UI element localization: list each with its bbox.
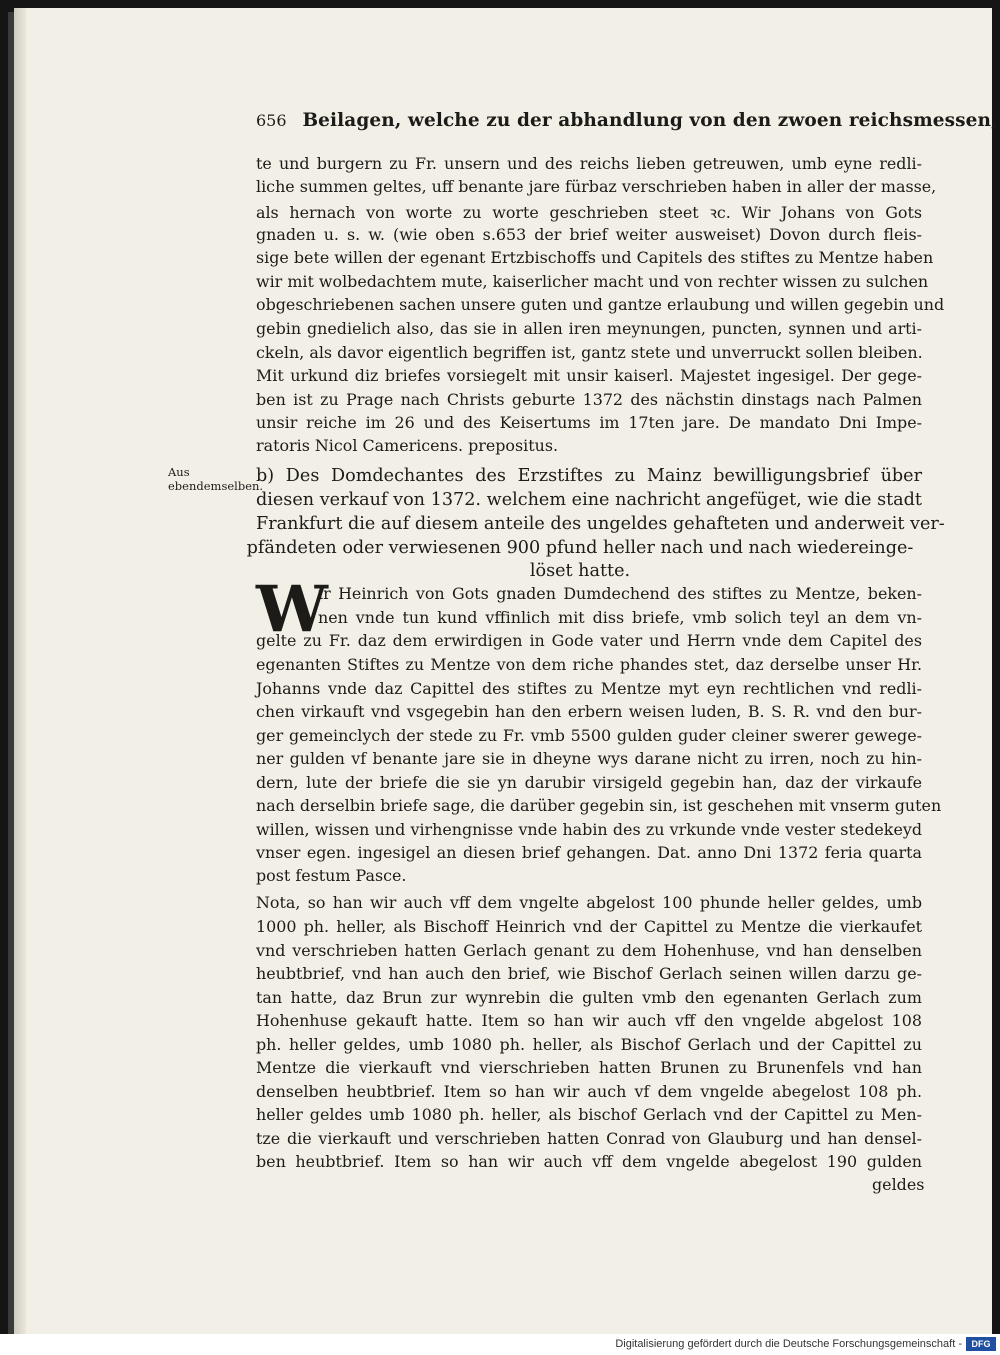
text-line: ph. heller geldes, umb 1080 ph. heller, als Bischof Gerlach und der Capittel zu (256, 1035, 922, 1054)
text-line: tze die vierkauft und verschrieben hatten Conrad von Glauburg und han densel- (256, 1129, 922, 1148)
text-line: Hohenhuse gekauft hatte. Item so han wir auch vff den vngelde abgelost 108 (256, 1011, 922, 1030)
text-line: tan hatte, daz Brun zur wynrebin die gulten vmb den egenanten Gerlach zum (256, 988, 922, 1007)
text-line: denselben heubtbrief. Item so han wir auch vf dem vngelde abegelost 108 ph. (256, 1082, 922, 1101)
drop-capital: W (256, 572, 328, 647)
text-line: nen vnde tun kund vffinlich mit diss briefe, vmb solich teyl an dem vn- (318, 608, 922, 627)
text-line: vnd verschrieben hatten Gerlach genant zu dem Hohenhuse, vnd han denselben (256, 941, 922, 960)
text-line: heller geldes umb 1080 ph. heller, als bischof Gerlach vnd der Capittel zu Men- (256, 1105, 922, 1124)
margin-note: Aus ebendemselben. (168, 465, 264, 493)
heading-line: b) Des Domdechantes des Erzstiftes zu Mainz bewilligungsbrief über (256, 466, 922, 486)
text-line: Mit urkund diz briefes vorsiegelt mit unsir kaiserl. Majestet ingesigel. Der gege- (256, 366, 922, 385)
heading-line: Frankfurt die auf diesem anteile des ungeldes gehafteten und anderweit ver- (256, 514, 945, 534)
text-line: ger gemeinclych der stede zu Fr. vmb 5500 gulden guder cleiner swerer gewege- (256, 726, 922, 745)
dfg-logo: DFG (966, 1337, 996, 1351)
text-line: heubtbrief, vnd han auch den brief, wie Bischof Gerlach seinen willen darzu ge- (256, 964, 922, 983)
text-line: egenanten Stiftes zu Mentze von dem riche phandes stet, daz derselbe unser Hr. (256, 655, 922, 674)
text-line: als hernach von worte zu worte geschrieben steet ꝛc. Wir Johans von Gots (256, 203, 922, 222)
text-line: ben heubtbrief. Item so han wir auch vff dem vngelde abegelost 190 gulden (256, 1152, 922, 1171)
text-line: gnaden u. s. w. (wie oben s.653 der brief weiter ausweiset) Dovon durch fleis- (256, 225, 922, 244)
page-number: 656 (256, 111, 287, 130)
page-header (256, 110, 998, 131)
page-edge (14, 8, 26, 1334)
text-line: wir mit wolbedachtem mute, kaiserlicher macht und von rechter wissen zu sulchen (256, 272, 929, 291)
text-line: gebin gnedielich also, das sie in allen iren meynungen, puncten, synnen und arti- (256, 319, 922, 338)
text-line: gelte zu Fr. daz dem erwirdigen in Gode vater und Herrn vnde dem Capitel des (256, 631, 922, 650)
text-line: obgeschriebenen sachen unsere guten und gantze erlaubung und willen gegebin und (256, 295, 945, 314)
heading-line: diesen verkauf von 1372. welchem eine nachricht angefüget, wie die stadt (256, 490, 922, 510)
text-line: Mentze die vierkauft vnd vierschrieben hatten Brunen zu Brunenfels vnd han (256, 1058, 922, 1077)
text-line: ckeln, als davor eigentlich begriffen ist, gantz stete und unverruckt sollen bleiben. (256, 343, 923, 362)
running-title: Beilagen, welche zu der abhandlung von den zwoen reichsmessen, (302, 110, 998, 131)
text-line: ner gulden vf benante jare sie in dheyne wys darane nicht zu irren, noch zu hin- (256, 749, 922, 768)
text-line: willen, wissen und virhengnisse vnde habin des zu vrkunde vnde vester stedekeyd (256, 820, 922, 839)
text-line: 1000 ph. heller, als Bischoff Heinrich vnd der Capittel zu Mentze die vierkaufet (256, 917, 922, 936)
text-line: ratoris Nicol Camericens. prepositus. (256, 436, 559, 455)
text-line: Johanns vnde daz Capittel des stiftes zu Mentze myt eyn rechtlichen vnd redli- (256, 679, 922, 698)
heading-line: löset hatte. (529, 561, 631, 581)
heading-line: pfändeten oder verwiesenen 900 pfund heller nach und nach wiedereinge- (246, 538, 914, 558)
text-line: ben ist zu Prage nach Christs geburte 1372 des nächstin dinstags nach Palmen (256, 390, 922, 409)
catchword: geldes (872, 1175, 925, 1194)
text-line: unsir reiche im 26 und des Keisertums im 17ten jare. De mandato Dni Impe- (256, 413, 922, 432)
text-line: sige bete willen der egenant Ertzbischoffs und Capitels des stiftes zu Mentze haben (256, 248, 934, 267)
text-line: chen virkauft vnd vsgegebin han den erbern weisen luden, B. S. R. vnd den bur- (256, 702, 922, 721)
text-line: te und burgern zu Fr. unsern und des reichs lieben getreuwen, umb eyne redli- (256, 154, 922, 173)
text-line: nach derselbin briefe sage, die darüber gegebin sin, ist geschehen mit vnserm guten (256, 796, 942, 815)
text-line: Nota, so han wir auch vff dem vngelte abgelost 100 phunde heller geldes, umb (256, 893, 922, 912)
text-line: dern, lute der briefe die sie yn darubir virsigeld gegebin han, daz der virkaufe (256, 773, 922, 792)
text-line: post festum Pasce. (256, 866, 407, 885)
funding-credit: Digitalisierung gefördert durch die Deutsche Forschungsgemeinschaft - (615, 1338, 962, 1350)
text-line: liche summen geltes, uff benante jare fürbaz verschrieben haben in aller der masse, (256, 177, 937, 196)
text-line: vnser egen. ingesigel an diesen brief gehangen. Dat. anno Dni 1372 feria quarta (256, 843, 922, 862)
text-line: ir Heinrich von Gots gnaden Dumdechend des stiftes zu Mentze, beken- (318, 584, 922, 603)
